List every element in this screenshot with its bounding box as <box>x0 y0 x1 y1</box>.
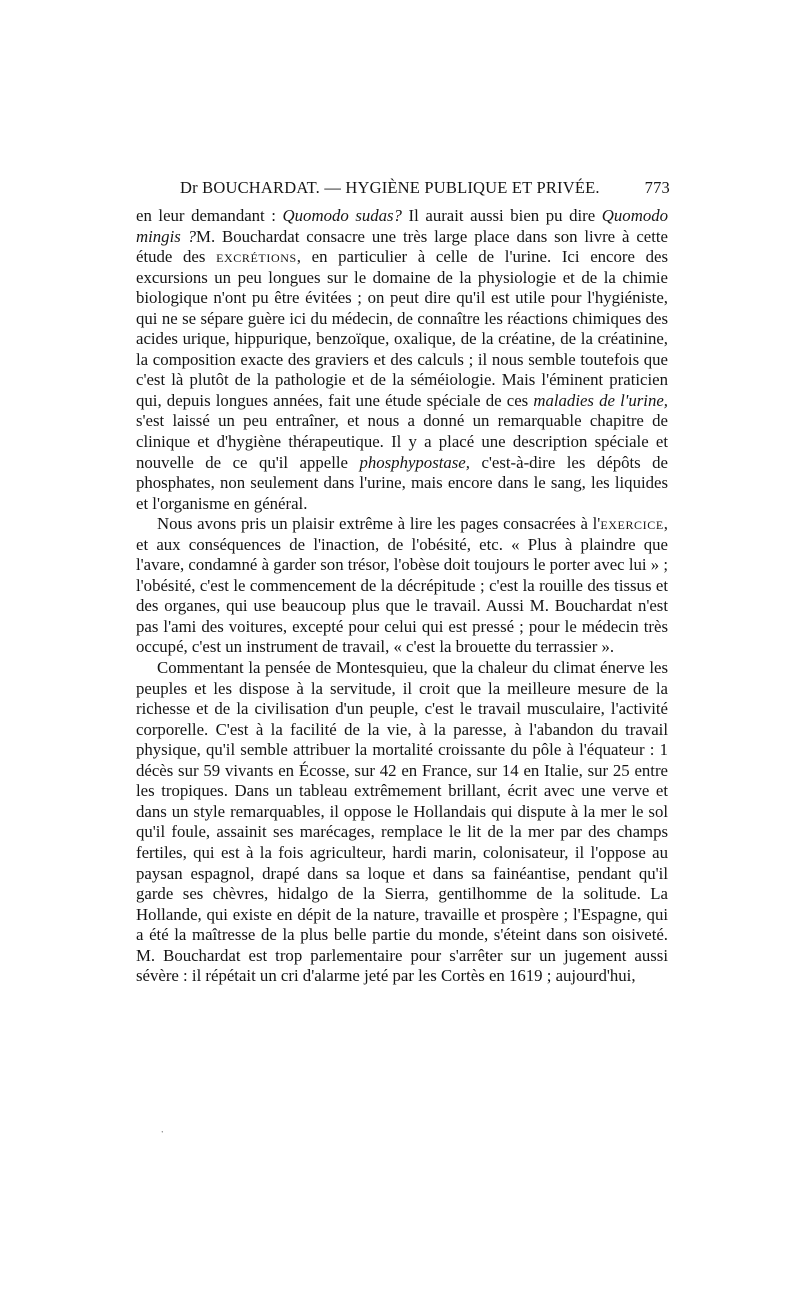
paragraph-2 <box>136 514 668 658</box>
text-run: s'est laissé un peu entraîner, et nous a donné un remarquable chapitre de clinique et d'hygiène thérapeutique. Il y a placé une description spéciale et nouvelle de ce qu'il appelle <box>136 411 668 472</box>
text-run: c'est-à-dire les dépôts de phosphates, non seulement dans l'urine, mais encore dans le sang, les liquides et l'organisme en général. <box>136 452 668 513</box>
running-title: Dr BOUCHARDAT. — HYGIÈNE PUBLIQUE ET PRIVÉE. <box>180 178 600 197</box>
text-run: Il aurait aussi bien pu dire <box>401 206 602 225</box>
small-caps-term: exercice <box>600 514 664 534</box>
stray-mark: · <box>158 1126 167 1139</box>
text-run: M. Bouchardat consacre une très large place dans son livre à cette étude des <box>136 226 669 267</box>
italic-phrase: Quomodo mingis ? <box>136 206 668 246</box>
italic-phrase: phosphypostase, <box>359 452 470 472</box>
running-header <box>136 178 670 202</box>
small-caps-term: excrétions <box>216 247 297 267</box>
text-run: , et aux conséquences de l'inaction, de l'obésité, etc. « Plus à plaindre que l'avare, condamné à garder son trésor, l'obèse doit toujours le porter avec lui » ; l'obésité, c'est le commencement de la décrépitude ; c'est la rouille des tissus et des organes, qui use beaucoup plus que le travail. Aussi M. Bouchardat n'est pas l'ami des voitures, excepté pour celui qui est pressé ; pour le médecin très occupé, c'est un instrument de travail, « c'est la brouette du terrassier ». <box>136 514 668 657</box>
text-run: en leur demandant : <box>136 206 283 225</box>
body-text <box>136 206 668 987</box>
text-run: Nous avons pris un plaisir extrême à lire les pages consacrées à l' <box>157 514 601 534</box>
italic-phrase: Quomodo sudas? <box>282 206 402 225</box>
text-run: , en particulier à celle de l'urine. Ici encore des excursions un peu longues sur le domaine de la physiologie et de la chimie biologique n'ont pu être évitées ; on peut dire qu'il est utile pour l'hygiéniste, qui ne se sépare guère ici du médecin, de connaître les réactions chimiques des acides urique, hippurique, benzoïque, oxalique, de la créatine, de la créatinine, la composition exacte des graviers et des calculs ; il nous semble toutefois que c'est là plutôt de la pathologie et de la séméiologie. Mais l'éminent praticien qui, depuis longues années, fait une étude spéciale de ces <box>136 247 668 410</box>
italic-phrase: maladies de l'urine, <box>533 390 668 410</box>
page-number: 773 <box>644 178 670 197</box>
paragraph-1 <box>136 206 668 514</box>
paragraph-3: Commentant la pensée de Montesquieu, que la chaleur du climat énerve les peuples et les dispose à la servitude, il croit que la meilleure mesure de la richesse et de la civilisation d'un peuple, c'est le travail musculaire, l'activité corporelle. C'est à la facilité de la vie, à la paresse, à l'abandon du travail physique, qu'il semble attribuer la mortalité croissante du pôle à l'équateur : 1 décès sur 59 vivants en Écosse, sur 42 en France, sur 14 en Italie, sur 25 entre les tropiques. Dans un tableau extrêmement brillant, écrit avec une verve et dans un style remarquables, il oppose le Hollandais qui dispute à la mer le sol qu'il foule, assainit ses marécages, remplace le lit de la mer par des champs fertiles, qui est à la fois agriculteur, hardi marin, colonisateur, il l'oppose au paysan espagnol, drapé dans sa loque et dans sa fainéantise, pendant qu'il garde ses chèvres, hidalgo de la Sierra, gentilhomme de la solitude. La Hollande, qui existe en dépit de la nature, travaille et prospère ; l'Espagne, qui a été la maîtresse de la plus belle partie du monde, s'éteint dans son oisiveté. M. Bouchardat est trop parlementaire pour s'arrêter sur un jugement aussi sévère : il répétait un cri d'alarme jeté par les Cortès en 1619 ; aujourd'hui, <box>136 658 668 986</box>
